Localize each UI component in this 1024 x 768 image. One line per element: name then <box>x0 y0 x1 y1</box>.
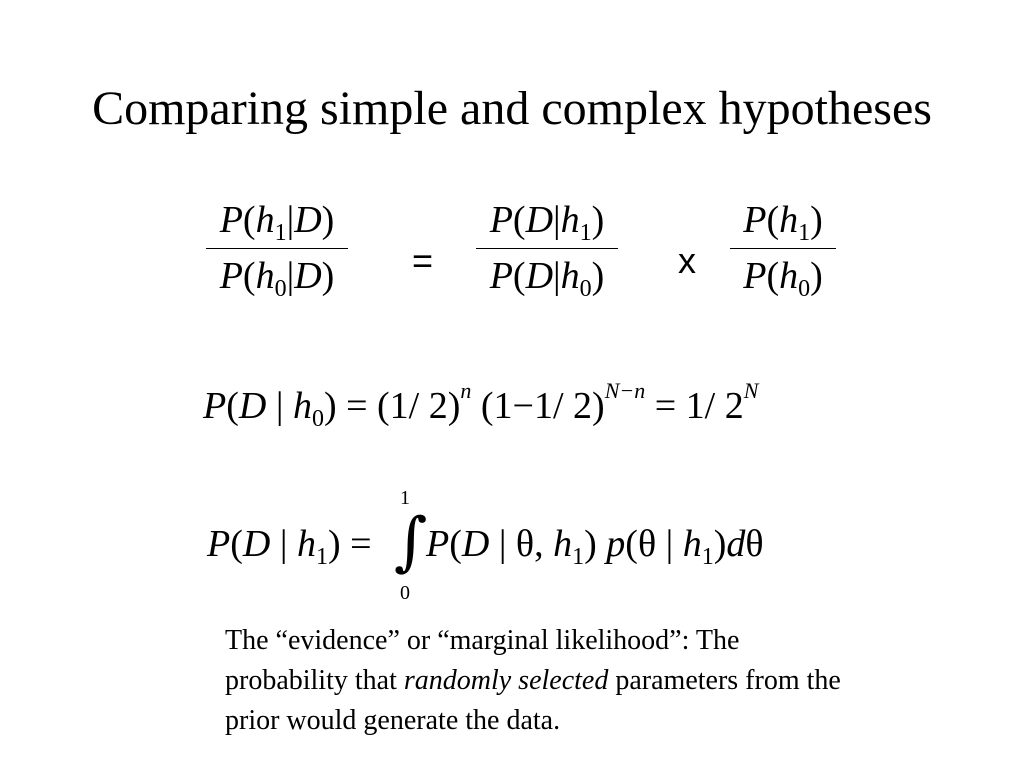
equals-sign: = <box>412 240 434 281</box>
prior-numerator: $P(h_1)$ <box>743 199 823 246</box>
likelihood-numerator: $P(D|h_1)$ <box>489 199 605 246</box>
integral-upper-limit: 1 <box>400 487 410 509</box>
complex-likelihood-integrand: P(D | θ, $h_1$) p(θ | $h_1)d\theta$ <box>426 523 764 570</box>
prior-ratio-fraction <box>730 198 836 302</box>
integral-lower-limit: 0 <box>400 582 410 604</box>
posterior-numerator: $P(h_1|D)$ <box>219 199 335 246</box>
emphasized-phrase: randomly selected <box>403 665 609 696</box>
likelihood-ratio-fraction <box>476 198 618 302</box>
times-sign: x <box>678 240 696 281</box>
complex-likelihood-lhs: P(D | $h_1$) = <box>207 523 372 570</box>
posterior-denominator: $P(h_0|D)$ <box>219 255 335 302</box>
evidence-caption: The “evidence” or “marginal likelihood”: The probability that randomly selected parameters from the prior would generate the data. <box>225 625 841 736</box>
fraction-bar <box>730 248 836 249</box>
slide-title: Comparing simple and complex hypotheses <box>92 82 932 135</box>
posterior-ratio-fraction <box>206 198 348 302</box>
simple-likelihood-equation: P(D | $h_0) = (1/$ 2)$^n$ (1−1/ 2)$^{N-n}$ = 1/ $2^N$ <box>203 378 759 432</box>
fraction-bar <box>206 248 348 249</box>
likelihood-denominator: $P(D|h_0)$ <box>489 255 605 302</box>
integral-sign: ∫ <box>394 505 428 579</box>
prior-denominator: $P(h_0)$ <box>743 255 823 302</box>
fraction-bar <box>476 248 618 249</box>
